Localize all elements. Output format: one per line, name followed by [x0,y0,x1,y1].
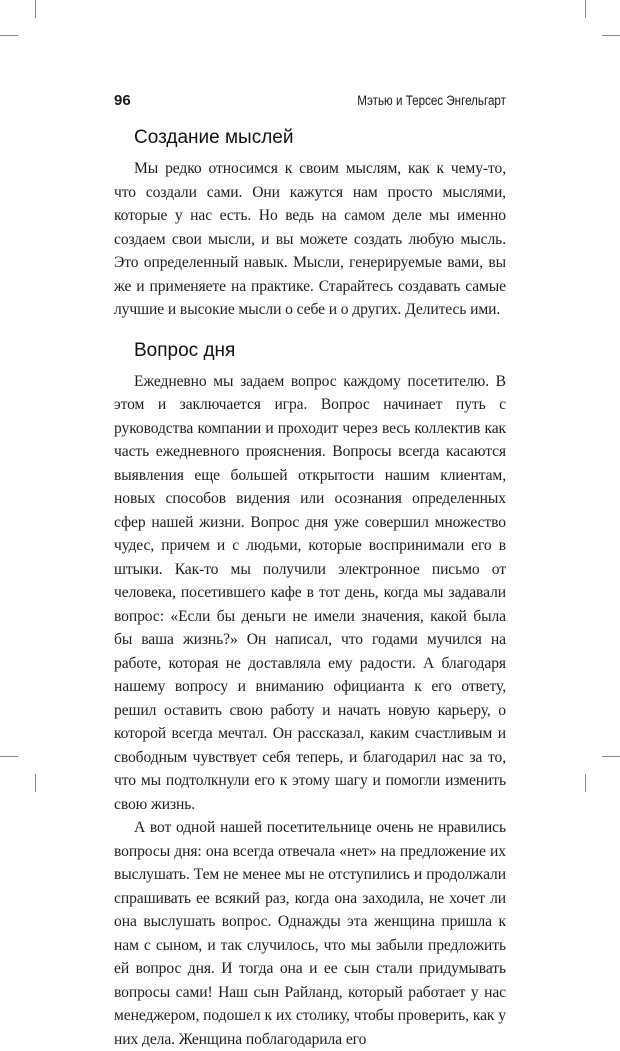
running-header-author: Мэтью и Терсес Энгельгарт [357,93,506,108]
crop-mark-top-left-vertical [35,0,36,18]
section-spacer [114,322,506,338]
page-body [114,125,506,1051]
crop-mark-top-right-horizontal [602,35,620,36]
running-header [114,92,506,110]
page-number: 96 [114,92,131,109]
crop-mark-top-right-vertical [585,0,586,18]
crop-mark-bottom-right-horizontal [602,756,620,757]
paragraph: Ежедневно мы задаем вопрос каждому посетителю. В этом и заключается игра. Вопрос начинает путь с руководства компании и проходит через весь коллектив как часть ежедневного прояснения. Вопросы всегда касаются выявления еще большей открытости нашим клиентам, новых способов видения или осознания определенных сфер нашей жизни. Вопрос дня уже совершил множество чудес, причем и с людьми, которые воспринимали его в штыки. Как-то мы получили электронное письмо от человека, посетившего кафе в тот день, когда мы задавали вопрос: «Если бы деньги не имели значения, какой была бы ваша жизнь?» Он написал, что годами мучился на работе, которая не доставляла ему радости. А благодаря нашему вопросу и вниманию официанта к его ответу, решил оставить свою работу и начать новую карьеру, о которой всегда мечтал. Он рассказал, каким счастливым и свободным чувствует себя теперь, и благодарил нас за то, что мы подтолкнули его к этому шагу и помогли изменить свою жизнь. [114,372,506,813]
crop-mark-top-left-horizontal [0,35,18,36]
crop-mark-bottom-right-vertical [585,774,586,792]
paragraph: Мы редко относимся к своим мыслям, как к чему-то, что создали сами. Они кажутся нам просто мыслями, которые у нас есть. Но ведь на самом деле мы именно создаем свои мысли, и вы можете создать любую мысль. Это определенный навык. Мысли, генерируемые вами, вы же и применяете на практике. Старайтесь создавать самые лучшие и высокие мысли о себе и о других. Делитесь ими. [114,160,506,318]
section-heading-question-of-the-day: Вопрос дня [134,339,236,361]
crop-mark-bottom-left-horizontal [0,756,18,757]
paragraph: А вот одной нашей посетительнице очень не нравились вопросы дня: она всегда отвечала «нет» на предложение их выслушать. Тем не менее мы не отступились и продолжали спрашивать ее всякий раз, когда она заходила, не хочет ли она выслушать вопрос. Однажды эта женщина пришла к нам с сыном, и так случилось, что мы забыли предложить ей вопрос дня. И тогда она и ее сын стали придумывать вопросы сами! Наш сын Райланд, который работает у нас менеджером, подошел к их столику, чтобы проверить, как у них дела. Женщина поблагодарила его [114,819,506,1048]
section-heading-creating-thoughts: Создание мыслей [134,127,294,148]
crop-mark-bottom-left-vertical [35,774,36,792]
